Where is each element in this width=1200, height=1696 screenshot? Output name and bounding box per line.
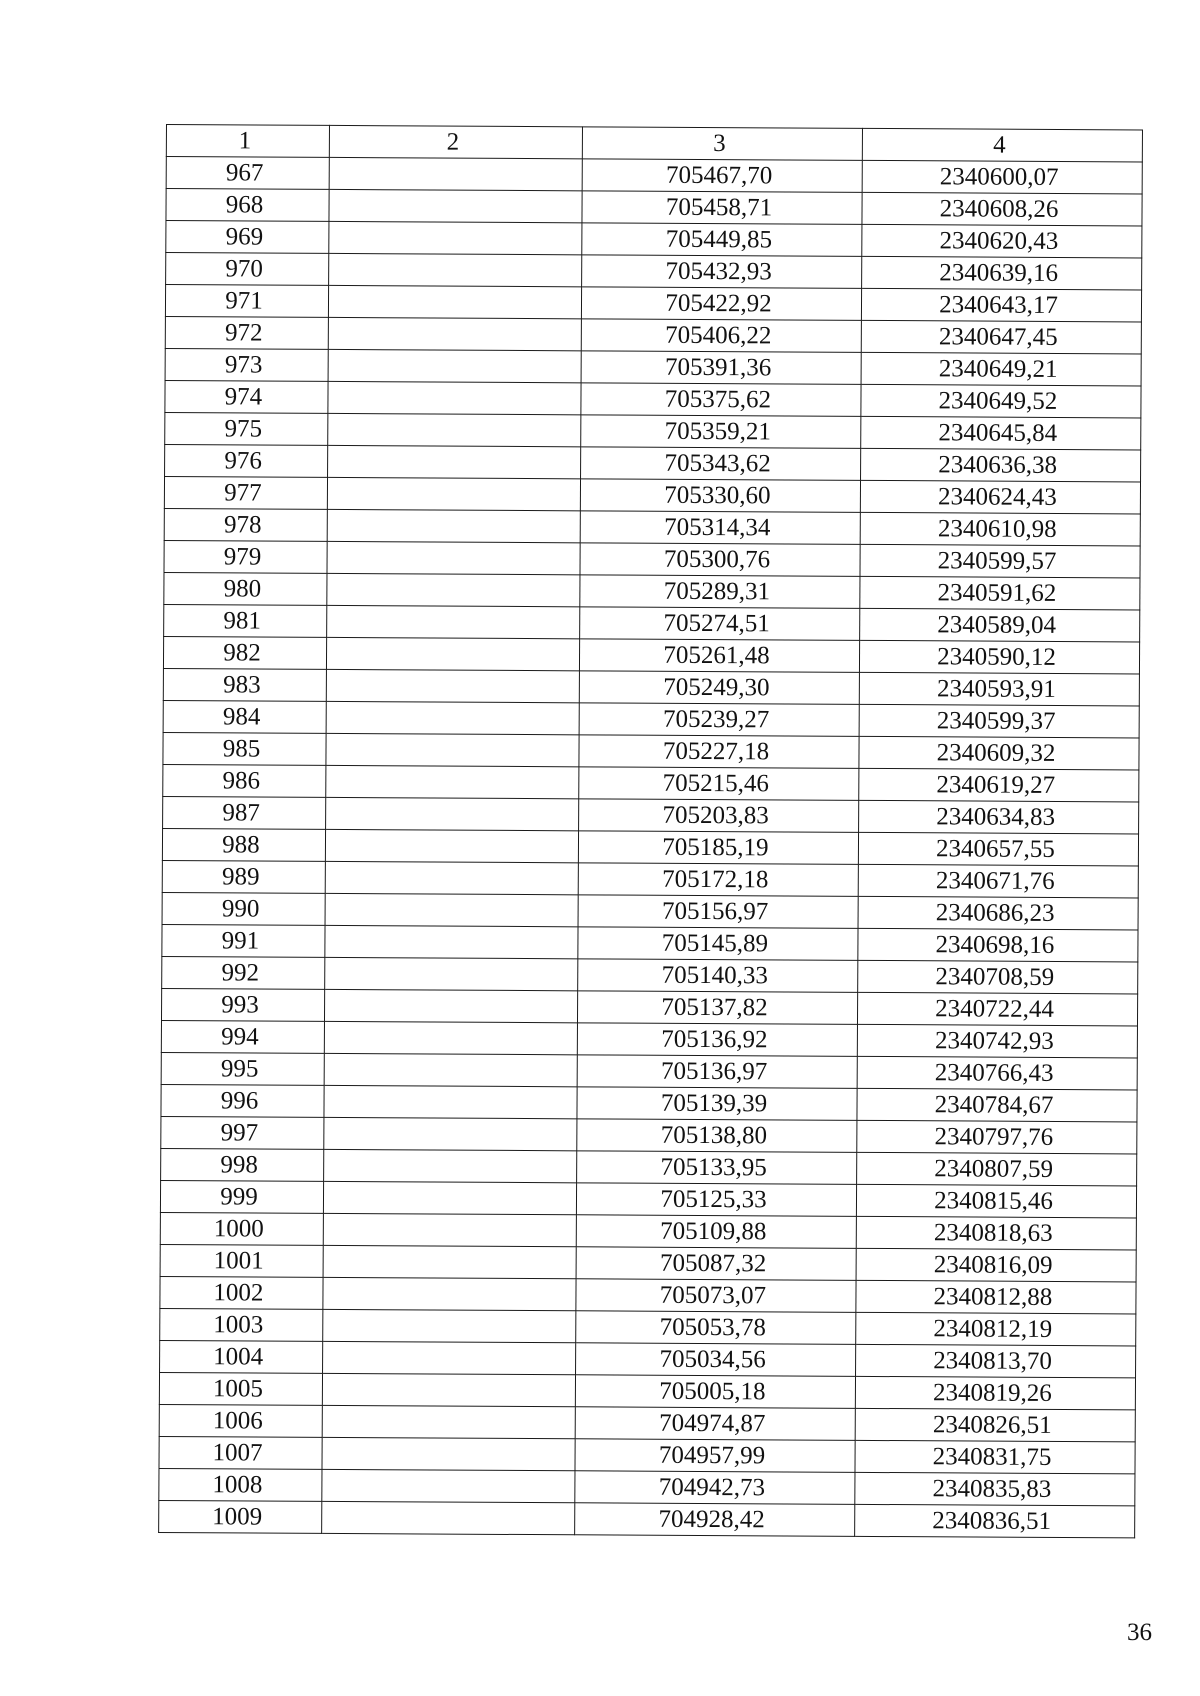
- point-number-cell: 977: [164, 476, 327, 509]
- empty-cell: [327, 477, 580, 510]
- empty-cell: [323, 1341, 576, 1374]
- point-number-cell: 994: [161, 1020, 324, 1053]
- point-number-cell: 974: [165, 380, 328, 413]
- x-coordinate-cell: 705449,85: [582, 223, 862, 257]
- point-number-cell: 971: [165, 285, 328, 318]
- point-number-cell: 1004: [160, 1340, 323, 1373]
- x-coordinate-cell: 705458,71: [582, 191, 862, 225]
- empty-cell: [326, 733, 579, 766]
- table-body: [159, 125, 1143, 1538]
- x-coordinate-cell: 705109,88: [576, 1215, 856, 1249]
- x-coordinate-cell: 705432,93: [582, 255, 862, 289]
- point-number-cell: 1000: [160, 1212, 323, 1245]
- y-coordinate-cell: 2340620,43: [862, 224, 1142, 258]
- x-coordinate-cell: 705274,51: [580, 607, 860, 641]
- point-number-cell: 983: [163, 668, 326, 701]
- y-coordinate-cell: 2340649,21: [861, 352, 1141, 386]
- y-coordinate-cell: 2340722,44: [857, 992, 1137, 1026]
- x-coordinate-cell: 705422,92: [581, 287, 861, 321]
- x-coordinate-cell: 705140,33: [578, 959, 858, 993]
- empty-cell: [326, 797, 579, 830]
- empty-cell: [322, 1405, 575, 1438]
- header-cell-2: 2: [329, 125, 582, 158]
- y-coordinate-cell: 2340608,26: [862, 192, 1142, 226]
- y-coordinate-cell: 2340591,62: [860, 576, 1140, 610]
- y-coordinate-cell: 2340784,67: [857, 1088, 1137, 1122]
- x-coordinate-cell: 705391,36: [581, 351, 861, 385]
- point-number-cell: 982: [163, 636, 326, 669]
- empty-cell: [324, 1021, 577, 1054]
- y-coordinate-cell: 2340807,59: [857, 1152, 1137, 1186]
- point-number-cell: 978: [164, 508, 327, 541]
- point-number-cell: 967: [166, 157, 329, 190]
- x-coordinate-cell: 705172,18: [578, 863, 858, 897]
- x-coordinate-cell: 705359,21: [581, 415, 861, 449]
- empty-cell: [325, 957, 578, 990]
- x-coordinate-cell: 705467,70: [582, 159, 862, 193]
- empty-cell: [324, 1117, 577, 1150]
- y-coordinate-cell: 2340609,32: [859, 736, 1139, 770]
- x-coordinate-cell: 704928,42: [575, 1503, 855, 1537]
- y-coordinate-cell: 2340636,38: [861, 448, 1141, 482]
- y-coordinate-cell: 2340742,93: [857, 1024, 1137, 1058]
- x-coordinate-cell: 705314,34: [580, 511, 860, 545]
- x-coordinate-cell: 704957,99: [575, 1439, 855, 1473]
- empty-cell: [326, 701, 579, 734]
- y-coordinate-cell: 2340766,43: [857, 1056, 1137, 1090]
- empty-cell: [324, 1053, 577, 1086]
- point-number-cell: 993: [161, 988, 324, 1021]
- x-coordinate-cell: 705073,07: [576, 1279, 856, 1313]
- point-number-cell: 972: [165, 316, 328, 349]
- y-coordinate-cell: 2340599,37: [859, 704, 1139, 738]
- point-number-cell: 991: [162, 924, 325, 957]
- empty-cell: [322, 1437, 575, 1470]
- x-coordinate-cell: 704942,73: [575, 1471, 855, 1505]
- y-coordinate-cell: 2340819,26: [855, 1376, 1135, 1410]
- y-coordinate-cell: 2340815,46: [856, 1184, 1136, 1218]
- y-coordinate-cell: 2340818,63: [856, 1216, 1136, 1250]
- header-cell-1: 1: [166, 125, 329, 158]
- empty-cell: [323, 1181, 576, 1214]
- point-number-cell: 984: [163, 700, 326, 733]
- empty-cell: [328, 317, 581, 350]
- point-number-cell: 969: [166, 221, 329, 254]
- y-coordinate-cell: 2340634,83: [859, 800, 1139, 834]
- point-number-cell: 996: [161, 1084, 324, 1117]
- x-coordinate-cell: 705227,18: [579, 735, 859, 769]
- x-coordinate-cell: 705330,60: [580, 479, 860, 513]
- empty-cell: [327, 573, 580, 606]
- coordinates-table: [158, 124, 1143, 1538]
- x-coordinate-cell: 705300,76: [580, 543, 860, 577]
- point-number-cell: 970: [166, 253, 329, 286]
- empty-cell: [325, 861, 578, 894]
- y-coordinate-cell: 2340590,12: [859, 640, 1139, 674]
- header-cell-3: 3: [582, 127, 862, 161]
- empty-cell: [325, 893, 578, 926]
- y-coordinate-cell: 2340831,75: [855, 1440, 1135, 1474]
- y-coordinate-cell: 2340813,70: [856, 1344, 1136, 1378]
- y-coordinate-cell: 2340643,17: [861, 288, 1141, 322]
- point-number-cell: 1001: [160, 1244, 323, 1277]
- point-number-cell: 997: [161, 1116, 324, 1149]
- empty-cell: [328, 445, 581, 478]
- x-coordinate-cell: 705185,19: [578, 831, 858, 865]
- point-number-cell: 980: [164, 572, 327, 605]
- point-number-cell: 973: [165, 348, 328, 381]
- point-number-cell: 989: [162, 860, 325, 893]
- empty-cell: [324, 1085, 577, 1118]
- empty-cell: [328, 285, 581, 318]
- y-coordinate-cell: 2340812,88: [856, 1280, 1136, 1314]
- y-coordinate-cell: 2340647,45: [861, 320, 1141, 354]
- empty-cell: [322, 1501, 575, 1534]
- point-number-cell: 987: [163, 796, 326, 829]
- point-number-cell: 1003: [160, 1308, 323, 1341]
- y-coordinate-cell: 2340610,98: [860, 512, 1140, 546]
- y-coordinate-cell: 2340816,09: [856, 1248, 1136, 1282]
- x-coordinate-cell: 705087,32: [576, 1247, 856, 1281]
- empty-cell: [326, 669, 579, 702]
- point-number-cell: 1009: [159, 1500, 322, 1533]
- x-coordinate-cell: 705215,46: [579, 767, 859, 801]
- empty-cell: [323, 1309, 576, 1342]
- point-number-cell: 999: [160, 1180, 323, 1213]
- empty-cell: [324, 1149, 577, 1182]
- y-coordinate-cell: 2340589,04: [860, 608, 1140, 642]
- empty-cell: [328, 349, 581, 382]
- point-number-cell: 981: [164, 604, 327, 637]
- y-coordinate-cell: 2340671,76: [858, 864, 1138, 898]
- x-coordinate-cell: 705136,92: [577, 1023, 857, 1057]
- empty-cell: [323, 1277, 576, 1310]
- point-number-cell: 1002: [160, 1276, 323, 1309]
- point-number-cell: 998: [161, 1148, 324, 1181]
- point-number-cell: 1005: [159, 1372, 322, 1405]
- empty-cell: [326, 637, 579, 670]
- empty-cell: [323, 1213, 576, 1246]
- y-coordinate-cell: 2340797,76: [857, 1120, 1137, 1154]
- y-coordinate-cell: 2340698,16: [858, 928, 1138, 962]
- y-coordinate-cell: 2340593,91: [859, 672, 1139, 706]
- x-coordinate-cell: 705145,89: [578, 927, 858, 961]
- empty-cell: [327, 605, 580, 638]
- x-coordinate-cell: 705138,80: [577, 1119, 857, 1153]
- empty-cell: [329, 253, 582, 286]
- x-coordinate-cell: 705249,30: [579, 671, 859, 705]
- x-coordinate-cell: 705261,48: [579, 639, 859, 673]
- header-cell-4: 4: [862, 128, 1142, 162]
- y-coordinate-cell: 2340639,16: [862, 256, 1142, 290]
- point-number-cell: 986: [163, 764, 326, 797]
- y-coordinate-cell: 2340649,52: [861, 384, 1141, 418]
- empty-cell: [323, 1245, 576, 1278]
- table-row: [159, 1500, 1135, 1537]
- y-coordinate-cell: 2340599,57: [860, 544, 1140, 578]
- point-number-cell: 1006: [159, 1404, 322, 1437]
- point-number-cell: 988: [162, 828, 325, 861]
- y-coordinate-cell: 2340645,84: [861, 416, 1141, 450]
- y-coordinate-cell: 2340826,51: [855, 1408, 1135, 1442]
- x-coordinate-cell: 705289,31: [580, 575, 860, 609]
- page-number: 36: [1127, 1619, 1152, 1646]
- empty-cell: [329, 221, 582, 254]
- x-coordinate-cell: 705406,22: [581, 319, 861, 353]
- y-coordinate-cell: 2340836,51: [855, 1504, 1135, 1538]
- empty-cell: [322, 1373, 575, 1406]
- empty-cell: [327, 509, 580, 542]
- point-number-cell: 979: [164, 540, 327, 573]
- x-coordinate-cell: 705034,56: [576, 1343, 856, 1377]
- empty-cell: [326, 765, 579, 798]
- x-coordinate-cell: 705137,82: [577, 991, 857, 1025]
- point-number-cell: 1008: [159, 1468, 322, 1501]
- y-coordinate-cell: 2340835,83: [855, 1472, 1135, 1506]
- x-coordinate-cell: 705139,39: [577, 1087, 857, 1121]
- empty-cell: [329, 189, 582, 222]
- y-coordinate-cell: 2340600,07: [862, 160, 1142, 194]
- x-coordinate-cell: 705156,97: [578, 895, 858, 929]
- point-number-cell: 992: [162, 956, 325, 989]
- x-coordinate-cell: 705005,18: [575, 1375, 855, 1409]
- empty-cell: [325, 925, 578, 958]
- x-coordinate-cell: 705343,62: [581, 447, 861, 481]
- y-coordinate-cell: 2340624,43: [860, 480, 1140, 514]
- x-coordinate-cell: 705239,27: [579, 703, 859, 737]
- empty-cell: [329, 157, 582, 190]
- point-number-cell: 975: [165, 412, 328, 445]
- x-coordinate-cell: 705133,95: [577, 1151, 857, 1185]
- empty-cell: [328, 381, 581, 414]
- point-number-cell: 995: [161, 1052, 324, 1085]
- y-coordinate-cell: 2340686,23: [858, 896, 1138, 930]
- x-coordinate-cell: 705203,83: [579, 799, 859, 833]
- x-coordinate-cell: 704974,87: [575, 1407, 855, 1441]
- y-coordinate-cell: 2340812,19: [856, 1312, 1136, 1346]
- x-coordinate-cell: 705053,78: [576, 1311, 856, 1345]
- point-number-cell: 990: [162, 892, 325, 925]
- y-coordinate-cell: 2340619,27: [859, 768, 1139, 802]
- empty-cell: [322, 1469, 575, 1502]
- empty-cell: [324, 989, 577, 1022]
- empty-cell: [328, 413, 581, 446]
- x-coordinate-cell: 705375,62: [581, 383, 861, 417]
- x-coordinate-cell: 705136,97: [577, 1055, 857, 1089]
- point-number-cell: 976: [165, 444, 328, 477]
- empty-cell: [325, 829, 578, 862]
- point-number-cell: 985: [163, 732, 326, 765]
- point-number-cell: 968: [166, 189, 329, 222]
- y-coordinate-cell: 2340657,55: [858, 832, 1138, 866]
- y-coordinate-cell: 2340708,59: [858, 960, 1138, 994]
- x-coordinate-cell: 705125,33: [576, 1183, 856, 1217]
- empty-cell: [327, 541, 580, 574]
- point-number-cell: 1007: [159, 1436, 322, 1469]
